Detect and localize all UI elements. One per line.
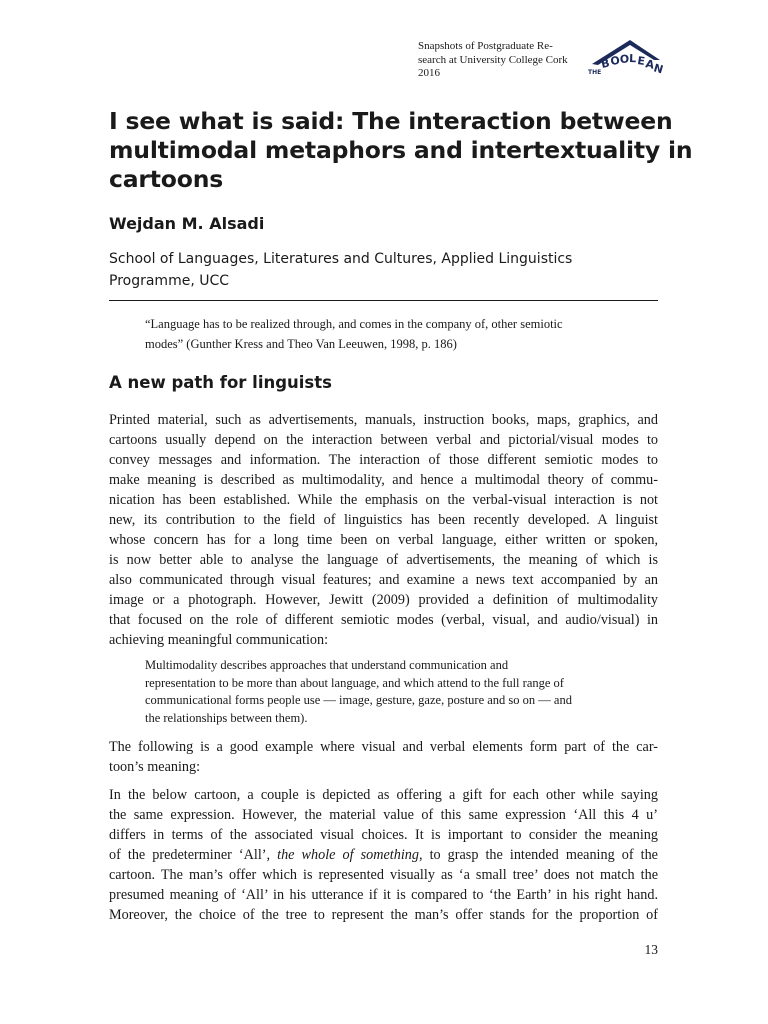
svg-text:L: L — [628, 52, 637, 66]
text-line: In the below cartoon, a couple is depicted as offering a gift for each other while saying — [109, 787, 658, 803]
paper-title — [109, 107, 693, 194]
paragraph-example — [109, 737, 658, 777]
text-line: image or a photograph. However, Jewitt (2009) provided a definition of multimodality — [109, 592, 658, 608]
svg-text:E: E — [636, 54, 646, 69]
text-line: convey messages and information. The interaction of those different semiotic modes to — [109, 452, 658, 468]
journal-line: Snapshots of Postgraduate Re- — [418, 40, 553, 52]
svg-text:A: A — [644, 57, 656, 72]
quote-line: representation to be more than about language, and which attend to the full range of — [145, 675, 564, 690]
quote-line: the relationships between them). — [145, 710, 308, 725]
svg-text:B: B — [599, 56, 611, 71]
text-line: The following is a good example where visual and verbal elements form part of the car- — [109, 739, 658, 755]
text-line: Printed material, such as advertisements, manuals, instruction books, maps, graphics, and — [109, 412, 658, 428]
epigraph-line: “Language has to be realized through, and comes in the company of, other semiotic — [145, 317, 563, 331]
horizontal-divider — [109, 300, 658, 301]
svg-text:N: N — [652, 61, 665, 77]
title-line: cartoons — [109, 165, 224, 193]
affiliation-line: School of Languages, Literatures and Cultures, Applied Linguistics — [109, 251, 573, 267]
epigraph — [145, 314, 635, 354]
text-line: differs in terms of the associated visual choices. It is important to consider the meaning — [109, 827, 658, 843]
text-span: , to grasp the intended meaning of the — [418, 847, 658, 863]
emphasis-text: the whole of something — [277, 847, 419, 863]
text-line: cartoon. The man’s offer which is represented visually as ‘a small tree’ does not match the — [109, 867, 658, 883]
text-span: of the predeterminer ‘All’, — [109, 847, 278, 863]
affiliation — [109, 248, 572, 292]
text-line: presumed meaning of ‘All’ in his utterance if it is compared to ‘the Earth’ in his right hand. — [109, 887, 658, 903]
paragraph-intro — [109, 410, 658, 650]
title-line: multimodal metaphors and intertextuality in — [109, 136, 693, 164]
text-line: whose concern has for a long time been on verbal language, either written or spoken, — [109, 532, 658, 548]
text-line — [109, 845, 658, 865]
svg-text:THE: THE — [588, 69, 602, 76]
journal-line: search at University College Cork — [418, 53, 568, 66]
svg-text:O: O — [619, 52, 630, 66]
journal-line: 2016 — [418, 67, 440, 79]
text-line: nication has been established. While the emphasis on the verbal-visual interaction is not — [109, 492, 658, 508]
text-line: achieving meaningful communication: — [109, 632, 329, 648]
svg-text:O: O — [609, 53, 621, 68]
section-heading: A new path for linguists — [109, 373, 332, 392]
journal-header — [418, 40, 588, 81]
text-line: cartoons usually depend on the interaction between verbal and pictorial/visual modes to — [109, 432, 658, 448]
text-line: that focused on the role of different semiotic modes (verbal, visual, and audio/visual) in — [109, 612, 658, 628]
author-name: Wejdan M. Alsadi — [109, 214, 265, 233]
affiliation-line: Programme, UCC — [109, 273, 230, 289]
text-line: is now better able to analyse the language of advertisements, the meaning of which is — [109, 552, 658, 568]
text-line: Moreover, the choice of the tree to represent the man’s offer stands for the proportion of — [109, 907, 658, 923]
text-line: toon’s meaning: — [109, 759, 201, 775]
text-line: the same expression. However, the material value of this same expression ‘All this 4 u’ — [109, 807, 658, 823]
quote-line: Multimodality describes approaches that understand communication and — [145, 658, 509, 672]
paragraph-cartoon — [109, 785, 658, 925]
text-line: new, its contribution to the field of linguistics has been recently developed. A linguist — [109, 512, 658, 528]
the-boolean-logo-icon — [586, 38, 665, 80]
title-line: I see what is said: The interaction between — [109, 107, 673, 135]
quote-line: communicational forms people use — image, gesture, gaze, posture and so on — and — [145, 693, 572, 707]
page-number: 13 — [644, 942, 658, 957]
text-line: make meaning is described as multimodality, and hence a multimodal theory of commu- — [109, 472, 658, 488]
epigraph-line: modes” (Gunther Kress and Theo Van Leeuwen, 1998, p. 186) — [145, 337, 457, 351]
text-line: also communicated through visual features; and examine a news text accompanied by an — [109, 572, 658, 588]
block-quote — [145, 657, 635, 727]
